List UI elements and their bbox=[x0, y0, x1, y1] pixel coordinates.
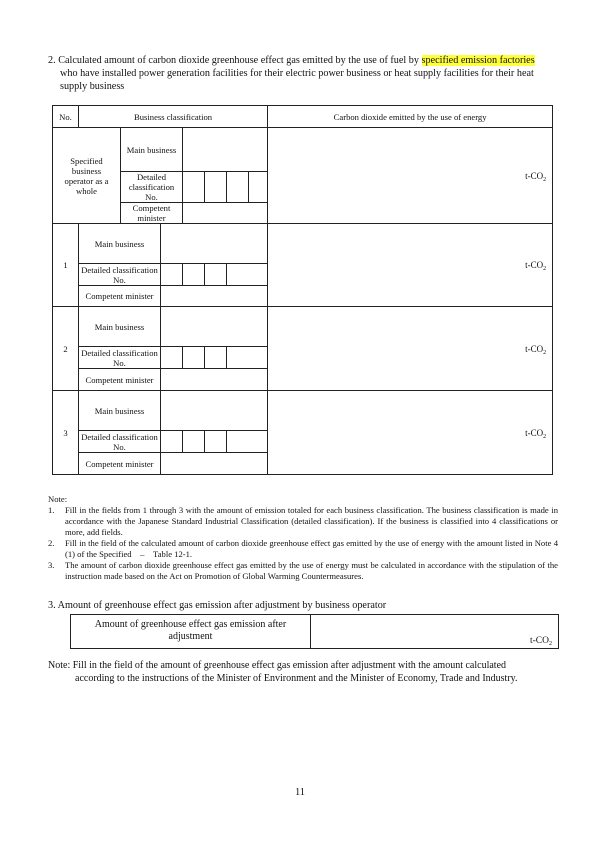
section-2-heading bbox=[48, 54, 560, 93]
row-minister-label: Competent minister bbox=[79, 286, 161, 307]
row-minister-label: Competent minister bbox=[79, 369, 161, 391]
header-co2: Carbon dioxide emitted by the use of energy bbox=[268, 106, 553, 128]
whole-detailed-digit-2[interactable] bbox=[205, 172, 227, 203]
row-main-business-label: Main business bbox=[79, 224, 161, 264]
row-detailed-digit-2[interactable] bbox=[183, 347, 205, 369]
whole-main-business-label: Main business bbox=[121, 128, 183, 172]
row-main-business-field[interactable] bbox=[161, 391, 268, 431]
whole-operator-label: Specified business operator as a whole bbox=[53, 128, 121, 224]
notes-block bbox=[48, 494, 558, 582]
note-item: 2. Fill in the field of the calculated amount of carbon dioxide greenhouse effect gas emitted by the use of energy with the amount listed in Note 4 (1) of the Specified – Table 12-1. bbox=[48, 538, 558, 559]
emission-table bbox=[52, 105, 553, 475]
adjusted-emission-field[interactable]: $t-CO_2$ bbox=[311, 615, 559, 649]
note-2 bbox=[48, 659, 558, 685]
header-business-classification: Business classification bbox=[79, 106, 268, 128]
row-detailed-label: Detailed classification No. bbox=[79, 264, 161, 286]
row-minister-field[interactable] bbox=[161, 453, 268, 475]
row-main-business-label: Main business bbox=[79, 391, 161, 431]
section-2-text-before: Calculated amount of carbon dioxide greenhouse effect gas emitted by the use of fuel by bbox=[58, 55, 419, 66]
note-2-text: Fill in the field of the amount of greenhouse effect gas emission after adjustment with the amount calculated bbox=[72, 660, 507, 671]
table-row bbox=[53, 307, 553, 347]
note-2-prefix: Note: bbox=[48, 660, 71, 671]
table-header-row bbox=[53, 106, 553, 128]
row-detailed-digit-3[interactable] bbox=[205, 347, 227, 369]
row-detailed-digit-4[interactable] bbox=[227, 431, 268, 453]
row-number: 2 bbox=[53, 307, 79, 391]
row-minister-field[interactable] bbox=[161, 369, 268, 391]
whole-main-business-field[interactable] bbox=[183, 128, 268, 172]
row-detailed-label: Detailed classification No. bbox=[79, 347, 161, 369]
table-row-whole bbox=[53, 128, 553, 172]
section-2-text-after: who have installed power generation facilities for their electric power business or heat supply facilities for their heat supply business bbox=[60, 68, 534, 92]
section-2-number: 2. bbox=[48, 55, 56, 66]
row-detailed-digit-1[interactable] bbox=[161, 431, 183, 453]
notes-list bbox=[48, 505, 558, 582]
row-detailed-digit-1[interactable] bbox=[161, 347, 183, 369]
note-item: 1. Fill in the fields from 1 through 3 with the amount of emission totaled for each business classification. The business classification is made in accordance with the Japanese Standard Industrial Classification (detailed classification). If the business is classified into 4 classifications or more, add fields. bbox=[48, 505, 558, 537]
row-detailed-digit-4[interactable] bbox=[227, 264, 268, 286]
whole-minister-field[interactable] bbox=[183, 203, 268, 224]
whole-detailed-digit-3[interactable] bbox=[227, 172, 249, 203]
notes-title: Note: bbox=[48, 494, 68, 504]
row-minister-label: Competent minister bbox=[79, 453, 161, 475]
section-3-heading: 3. Amount of greenhouse effect gas emission after adjustment by business operator bbox=[48, 600, 387, 611]
adjusted-emission-label: Amount of greenhouse effect gas emission after adjustment bbox=[71, 615, 311, 649]
row-detailed-digit-2[interactable] bbox=[183, 431, 205, 453]
note-2-text-cont: according to the instructions of the Minister of Environment and the Minister of Economy, Trade and Industry. bbox=[75, 673, 518, 684]
table-row bbox=[53, 391, 553, 431]
row-main-business-field[interactable] bbox=[161, 307, 268, 347]
whole-minister-label: Competent minister bbox=[121, 203, 183, 224]
row-detailed-label: Detailed classification No. bbox=[79, 431, 161, 453]
whole-detailed-label: Detailed classification No. bbox=[121, 172, 183, 203]
header-no: No. bbox=[53, 106, 79, 128]
whole-detailed-digit-1[interactable] bbox=[183, 172, 205, 203]
table-row bbox=[53, 224, 553, 264]
whole-co2-field[interactable]: $t-CO_2$ bbox=[268, 128, 553, 224]
row-co2-field[interactable]: $t-CO_2$ bbox=[268, 224, 553, 307]
row-co2-field[interactable]: $t-CO_2$ bbox=[268, 391, 553, 475]
row-number: 3 bbox=[53, 391, 79, 475]
row-number: 1 bbox=[53, 224, 79, 307]
row-detailed-digit-2[interactable] bbox=[183, 264, 205, 286]
row-minister-field[interactable] bbox=[161, 286, 268, 307]
row-detailed-digit-1[interactable] bbox=[161, 264, 183, 286]
row-co2-field[interactable]: $t-CO_2$ bbox=[268, 307, 553, 391]
row-detailed-digit-3[interactable] bbox=[205, 264, 227, 286]
highlighted-phrase: specified emission factories bbox=[421, 55, 535, 66]
whole-detailed-digit-4[interactable] bbox=[249, 172, 268, 203]
row-detailed-digit-4[interactable] bbox=[227, 347, 268, 369]
adjusted-emission-table bbox=[70, 614, 559, 649]
row-main-business-field[interactable] bbox=[161, 224, 268, 264]
row-main-business-label: Main business bbox=[79, 307, 161, 347]
row-detailed-digit-3[interactable] bbox=[205, 431, 227, 453]
page-number: 11 bbox=[294, 787, 306, 798]
note-item: 3. The amount of carbon dioxide greenhouse effect gas emitted by the use of energy must be calculated in accordance with the stipulation of the instruction made based on the Act on Promotion of Global Warming Countermeasures. bbox=[48, 560, 558, 581]
